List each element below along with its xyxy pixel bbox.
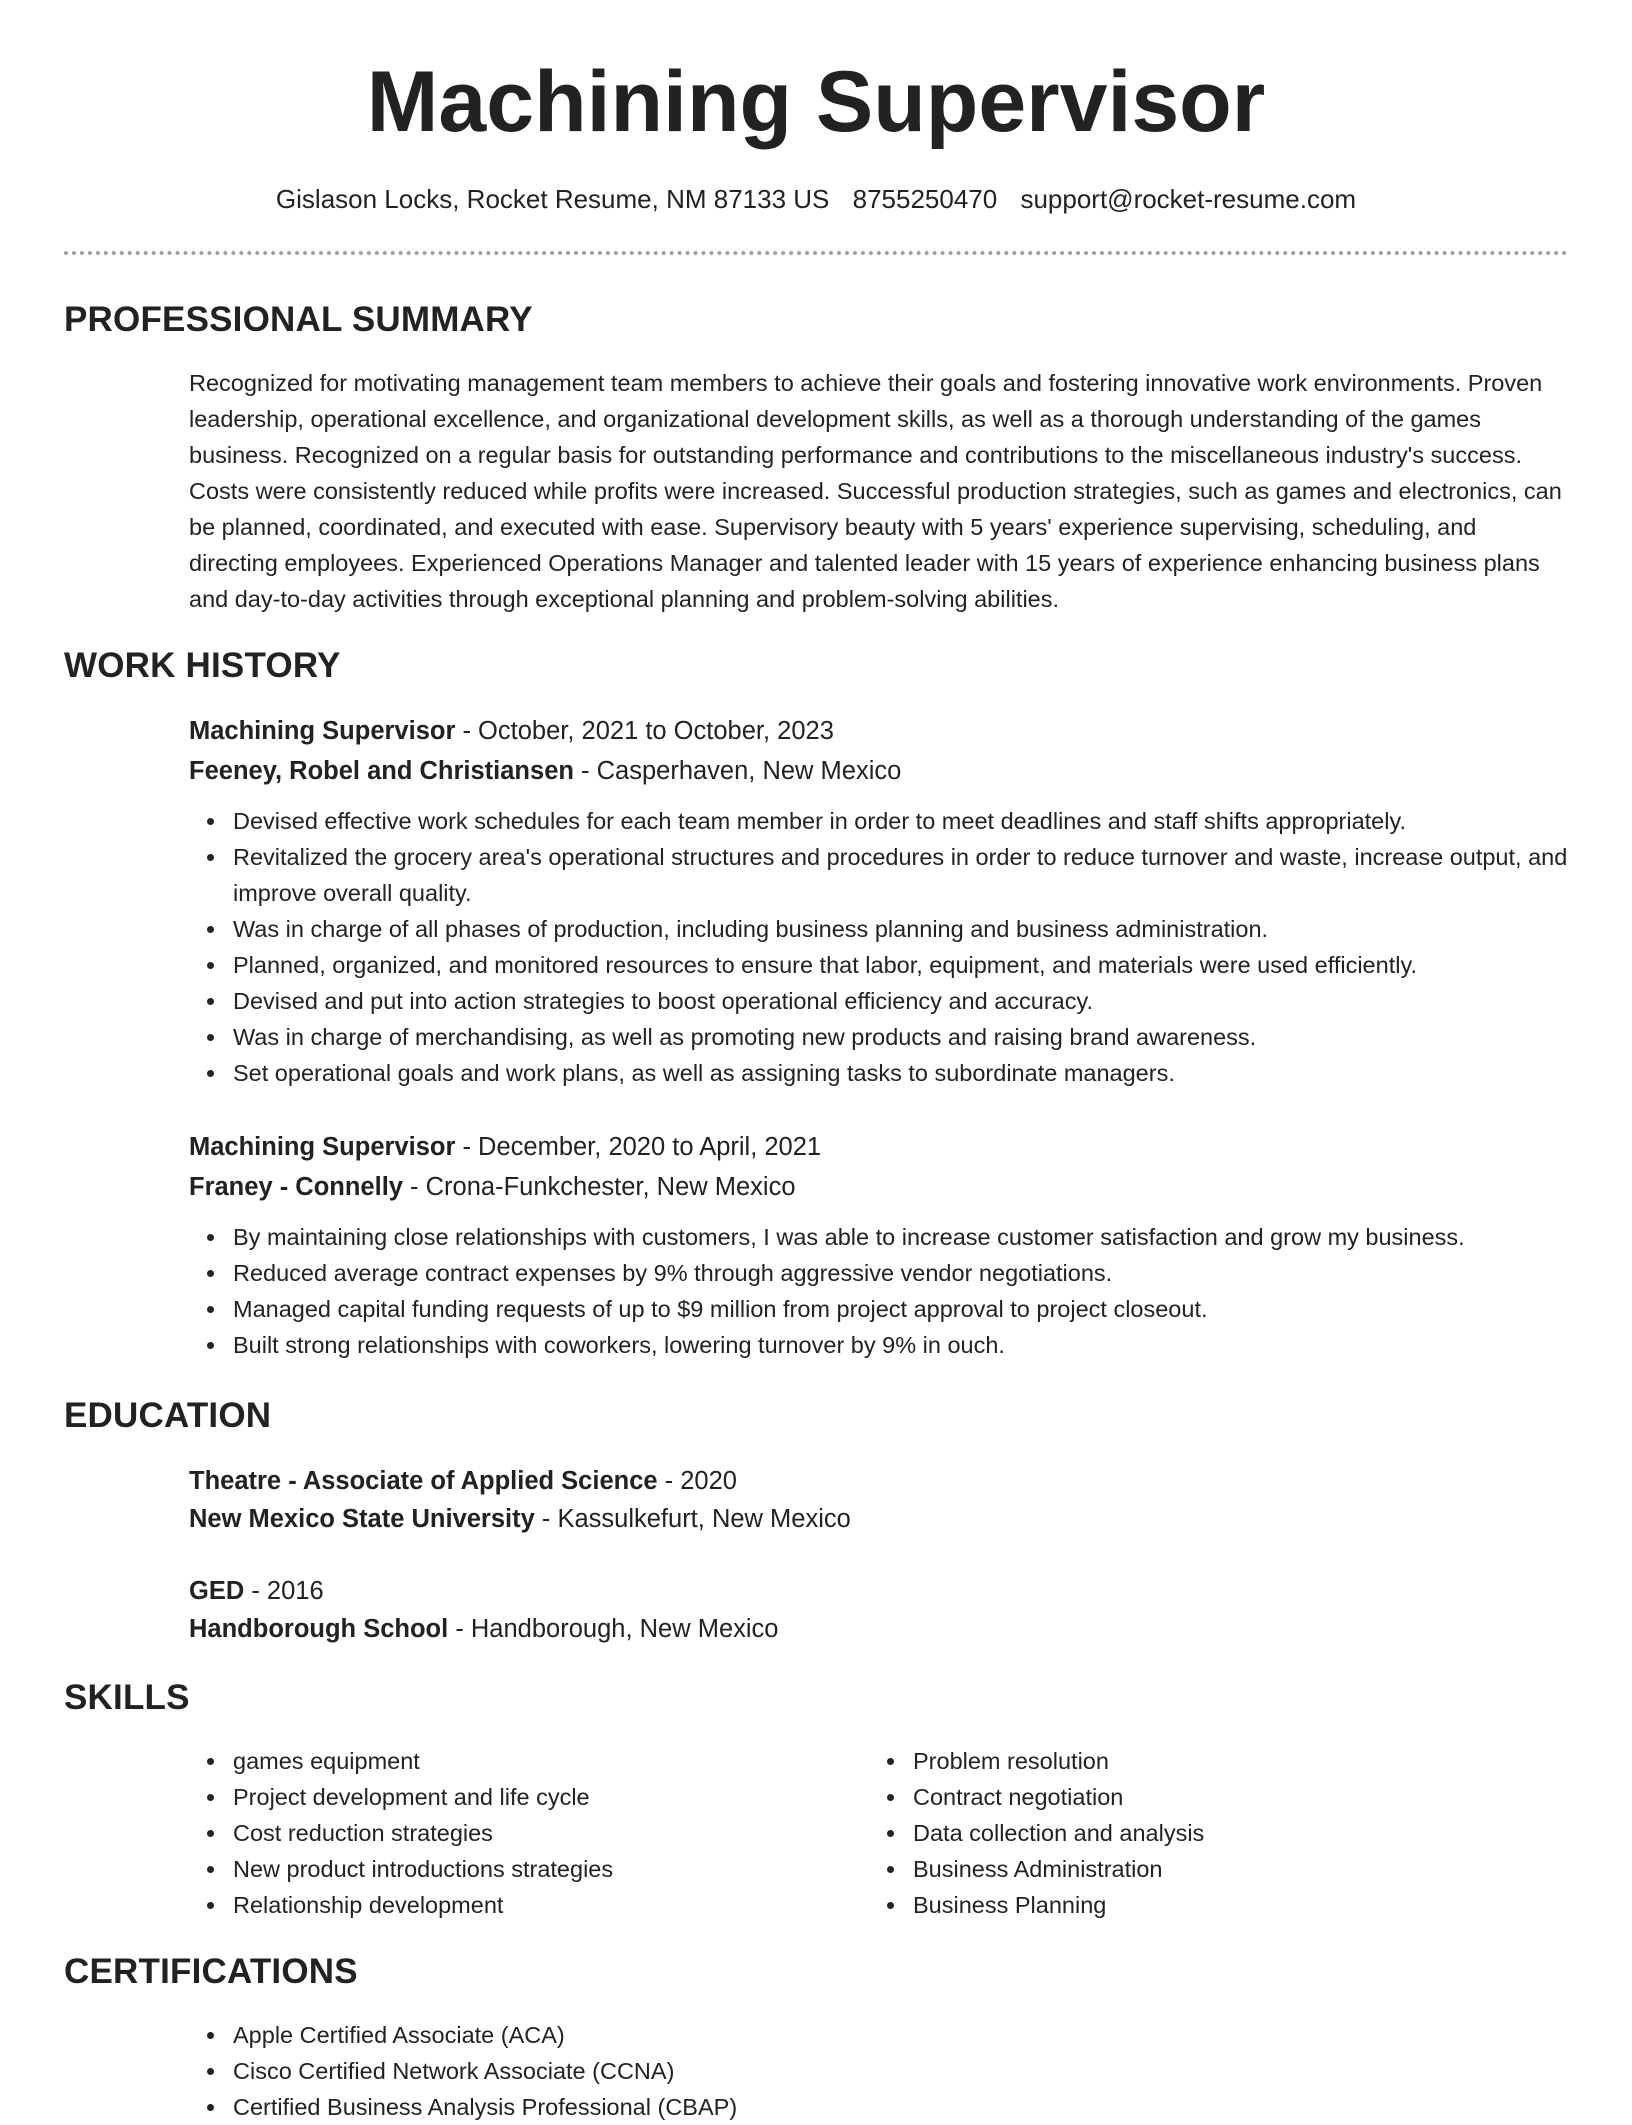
skill-item: games equipment (233, 1743, 809, 1779)
education-school: Handborough School (189, 1615, 449, 1643)
job-bullets (189, 1219, 1569, 1363)
job-entry (189, 1127, 1569, 1363)
skill-item: Problem resolution (913, 1743, 1489, 1779)
section-title-work: WORK HISTORY (64, 646, 341, 685)
job-title: Machining Supervisor (189, 717, 456, 745)
job-bullet: Managed capital funding requests of up to $9 million from project approval to project closeout. (233, 1291, 1569, 1327)
skill-item: New product introductions strategies (233, 1851, 809, 1887)
skill-item: Cost reduction strategies (233, 1815, 809, 1851)
skill-item: Contract negotiation (913, 1779, 1489, 1815)
job-bullets (189, 803, 1569, 1091)
education-location: - Handborough, New Mexico (448, 1615, 779, 1643)
job-bullet: Revitalized the grocery area's operational structures and procedures in order to reduce turnover and waste, increase output, and improve overall quality. (233, 839, 1569, 911)
education-school: New Mexico State University (189, 1505, 535, 1533)
education-degree-line (189, 1462, 1569, 1500)
education-degree: Theatre - Associate of Applied Science (189, 1467, 658, 1495)
section-title-certifications: CERTIFICATIONS (64, 1952, 358, 1991)
skill-item: Data collection and analysis (913, 1815, 1489, 1851)
certifications-list (189, 2017, 1569, 2125)
education-location: - Kassulkefurt, New Mexico (534, 1505, 851, 1533)
job-bullet: Was in charge of merchandising, as well as promoting new products and raising brand awareness. (233, 1019, 1569, 1055)
job-entry (189, 711, 1569, 1091)
job-bullet: Set operational goals and work plans, as well as assigning tasks to subordinate managers. (233, 1055, 1569, 1091)
certification-item: Certified Business Analysis Professional (CBAP) (233, 2089, 1569, 2125)
summary-text: Recognized for motivating management team members to achieve their goals and fostering innovative work environments. Proven leadership, operational excellence, and organizational development skills, as well as a thorough understanding of the games business. Recognized on a regular basis for outstanding performance and contributions to the miscellaneous industry's success. Costs were consistently reduced while profits were increased. Successful production strategies, such as games and electronics, can be planned, coordinated, and executed with ease. Supervisory beauty with 5 years' experience supervising, scheduling, and directing employees. Experienced Operations Manager and talented leader with 15 years of experience enhancing business plans and day-to-day activities through exceptional planning and problem-solving abilities. (189, 370, 1562, 612)
contact-phone: 8755250470 (852, 184, 998, 214)
job-bullet: By maintaining close relationships with customers, I was able to increase customer satisfaction and grow my business. (233, 1219, 1569, 1255)
education-entry (189, 1572, 1569, 1648)
education-degree: GED (189, 1577, 245, 1605)
certification-item: Apple Certified Associate (ACA) (233, 2017, 1569, 2053)
job-company: Feeney, Robel and Christiansen (189, 757, 574, 785)
education-school-line (189, 1610, 1569, 1648)
section-title-skills: SKILLS (64, 1678, 190, 1717)
certification-item: Cisco Certified Network Associate (CCNA) (233, 2053, 1569, 2089)
skill-item: Relationship development (233, 1887, 809, 1923)
contact-line (0, 182, 1632, 216)
job-company-line (189, 1167, 1569, 1207)
job-bullet: Devised effective work schedules for each team member in order to meet deadlines and staff shifts appropriately. (233, 803, 1569, 839)
job-bullet: Planned, organized, and monitored resources to ensure that labor, equipment, and materials were used efficiently. (233, 947, 1569, 983)
contact-email: support@rocket-resume.com (1020, 184, 1357, 214)
job-company: Franey - Connelly (189, 1173, 403, 1201)
skills-column-left (189, 1743, 809, 1923)
education-year: - 2020 (657, 1467, 737, 1495)
skills-column-right (869, 1743, 1489, 1923)
job-bullet: Devised and put into action strategies to boost operational efficiency and accuracy. (233, 983, 1569, 1019)
skill-item: Project development and life cycle (233, 1779, 809, 1815)
skill-item: Business Administration (913, 1851, 1489, 1887)
skill-item: Business Planning (913, 1887, 1489, 1923)
education-degree-line (189, 1572, 1569, 1610)
job-company-line (189, 751, 1569, 791)
certifications-block (189, 2017, 1569, 2125)
section-title-education: EDUCATION (64, 1396, 272, 1435)
job-location: - Casperhaven, New Mexico (573, 757, 902, 785)
job-title-line (189, 1127, 1569, 1167)
education-entry (189, 1462, 1569, 1538)
job-title: Machining Supervisor (189, 1133, 456, 1161)
section-title-summary: PROFESSIONAL SUMMARY (64, 300, 533, 339)
job-bullet: Was in charge of all phases of production, including business planning and business administration. (233, 911, 1569, 947)
job-bullet: Built strong relationships with coworkers, lowering turnover by 9% in ouch. (233, 1327, 1569, 1363)
job-location: - Crona-Funkchester, New Mexico (402, 1173, 796, 1201)
education-school-line (189, 1500, 1569, 1538)
job-dates: - October, 2021 to October, 2023 (455, 717, 834, 745)
skills-list (189, 1743, 809, 1923)
contact-address: Gislason Locks, Rocket Resume, NM 87133 US (275, 184, 830, 214)
education-year: - 2016 (244, 1577, 324, 1605)
job-dates: - December, 2020 to April, 2021 (455, 1133, 822, 1161)
header-divider (64, 251, 1568, 255)
resume-name: Machining Supervisor (366, 54, 1266, 150)
job-bullet: Reduced average contract expenses by 9% through aggressive vendor negotiations. (233, 1255, 1569, 1291)
skills-list (869, 1743, 1489, 1923)
job-title-line (189, 711, 1569, 751)
